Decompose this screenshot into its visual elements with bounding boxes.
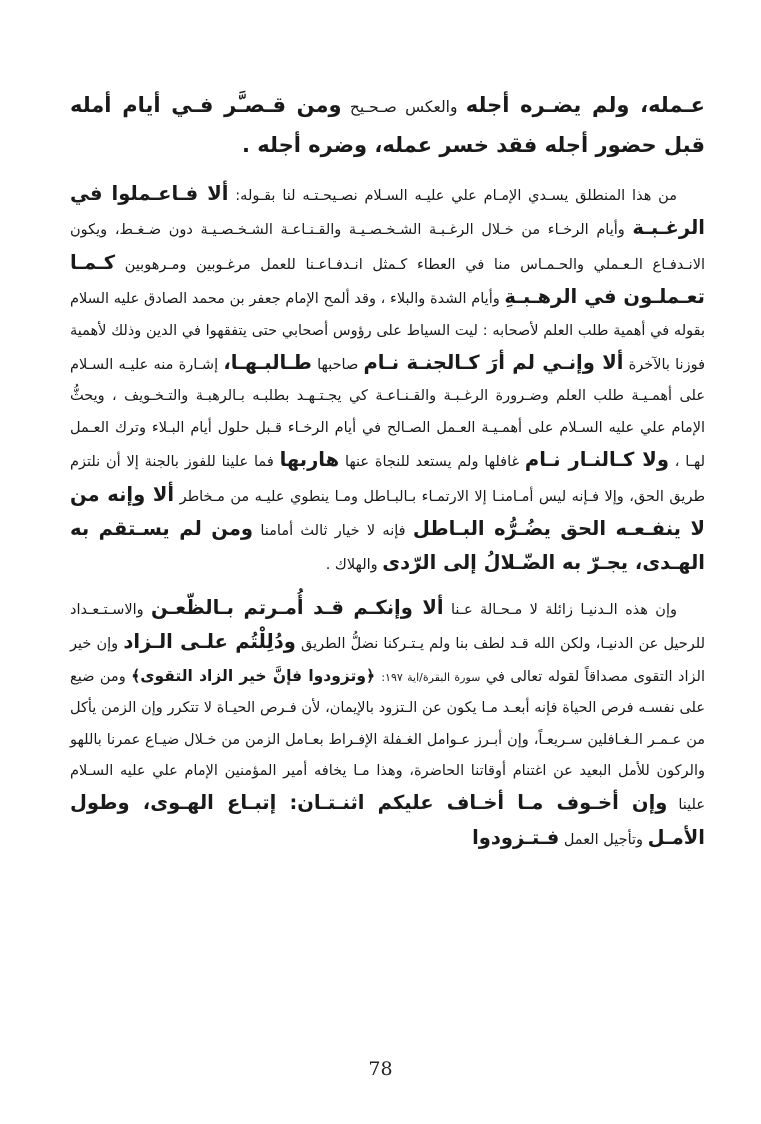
p1-bold-quote-1: ألا فـاعـملوا في الرغـبـة <box>70 182 705 240</box>
p1-text-8: فإنه لا خيار ثالث أمامنا <box>253 523 413 540</box>
p1-bold-quote-2: كـمـا تعـملـون في الرهـبـةِ <box>70 250 705 309</box>
p1-bold-quote-8: ومن لم يسـتقم به الهـدى، يجـرّ به الضّـلالُ إلى الرّدى <box>70 517 705 575</box>
document-page <box>70 86 705 856</box>
p2-text-1: وإن هذه الـدنيـا زائلة لا مـحـالة عـنا <box>443 601 677 618</box>
body-paragraph-2 <box>70 592 705 856</box>
intro-paragraph <box>70 86 705 164</box>
p1-text-6: غافلها ولم يستعد للنجاة عنها <box>339 454 525 471</box>
body-paragraph-1 <box>70 178 705 582</box>
intro-bold-phrase-2: ومن قـصـَّر فـي أيام أمله قبل حضور أجله فقد خسر عمله، وضره أجله . <box>70 93 705 157</box>
p1-bold-quote-6: هاربها <box>279 448 340 472</box>
p2-text-3: وإن خير الزاد التقوى مصداقاً لقوله تعالى في <box>70 636 705 685</box>
p1-bold-quote-4: طـالبـهـا، <box>223 351 312 375</box>
p2-bold-quote-2: ودُلِلْتُم علـى الـزاد <box>123 630 296 654</box>
p1-bold-quote-7: ألا وإنه من لا ينفـعـه الحق يضُـرُّه البـاطل <box>70 482 705 541</box>
intro-bold-phrase-1: عـمله، ولم يضـره أجله <box>465 93 705 117</box>
p2-verse-reference: سورة البقرة/اية ١٩٧: <box>381 670 481 684</box>
intro-plain-phrase: والعكس صـحـيح <box>341 98 466 116</box>
p2-text-5: وتأجيل العمل <box>559 831 648 848</box>
p1-text-1: من هذا المنطلق يسـدي الإمـام علي عليـه السـلام نصـيحـتـه لنا بقـوله: <box>228 188 677 204</box>
p1-text-4: صاحبها <box>311 357 364 374</box>
p1-text-7: فما علينا للفوز بالجنة إلا أن نلتزم طريق الحق، وإلا فـإنه ليس أمـامنـا إلا الارتمـاء بـالبـاطل ومـا ينطوي عليـه من مـخاطر <box>70 454 705 505</box>
p2-bold-quote-3: وإن أخـوف مـا أخـاف عليكم اثنـتـان: إتبـاع الهـوى، وطول الأمـل <box>70 791 705 849</box>
p2-text-2: والاسـتـعـداد للرحيل عن الدنيـا، ولكن الله قـد لطف بنا ولم يـتـركنا نضلُّ الطريق <box>70 601 705 653</box>
p2-bold-quote-1: ألا وإنكـم قـد أُمـرتم بـالظّعـن <box>151 595 444 619</box>
p2-quran-verse: ﴿وتزودوا فإنَّ خير الزاد التقوى﴾ <box>131 666 382 685</box>
p1-text-2: وأيام الرخـاء من خـلال الرغـبـة الشـخـصـيـة والقـنـاعـة الشـخـصـيـة دون ضـغـط، ويكون الانـدفـاع الـعـملي والحـمـاس منا في العطاء كـمثل انـدفـاعـنا للعمل مرغـوبين ومـرهوبين <box>70 222 705 273</box>
p2-text-4: ومن ضيع على نفسـه فرص الحياة فإنه أبعـد مـا يكون عن الـتزود بالإيمان، لأن فـرص الحيـاة لا تتكرر وإن الزمن يأكل من عـمـر الـغـافلين سـريعـاً، وإن أبـرز عـوامل الغـفلة الإفـراط بعـامل الزمن من خـلال ضيـاع عمرنا باللهو والركون للأمل البعيد عن اغتنام أوقاتنا الحاضرة، وهذا مـا يخافه أمير المؤمنين الإمام علي عليه السـلام علينا <box>70 668 706 814</box>
p1-text-3: وأيام الشدة والبلاء ، وقد ألمح الإمام جعفر بن محمد الصادق عليه السلام بقوله في أهمية طلب العلم لأصحابه : ليت السياط على رؤوس أصحابي حتى يتفقهوا في الدين وذلك لأهمية فوزنا بالآخرة <box>70 291 706 374</box>
page-number: 78 <box>368 1058 393 1080</box>
p1-bold-quote-3: ألا وإنـي لم أرَ كـالجنـة نـام <box>363 351 624 375</box>
p1-text-5: إشـارة منه عليـه السـلام على أهمـيـة طلب العلم وضـرورة الرغـبـة والقـنـاعـة كي يجـتـهـد بطلبـه بـالرهبـة والتـخـويف ، ويحثُّ الإمام علي عليه السـلام على أهمـيـة العـمل الصـالح في أيام الرخـاء قـبل حلول أيام البـلاء وترك العـمل لهـا ، <box>70 357 706 471</box>
p2-bold-quote-4: فـتـزودوا <box>472 825 560 849</box>
p1-text-9: والهلاك . <box>325 557 383 574</box>
p1-bold-quote-5: ولا كـالنـار نـام <box>524 448 669 472</box>
